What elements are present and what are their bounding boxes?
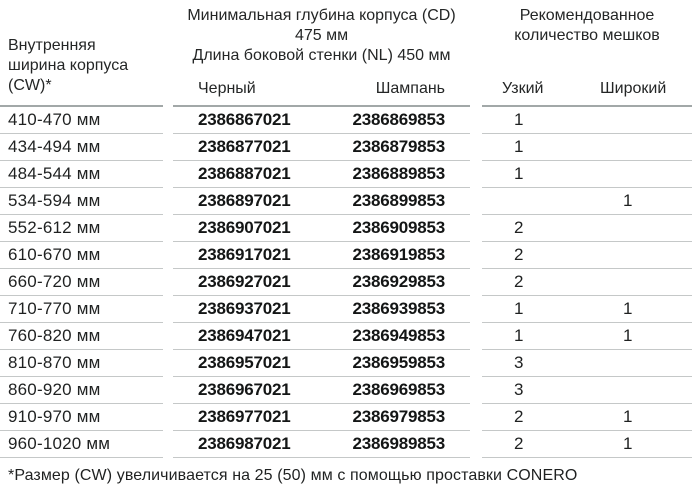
table-row	[0, 134, 692, 161]
column-gap	[163, 215, 173, 242]
wide-count-cell: 1	[587, 296, 692, 323]
column-gap	[470, 404, 482, 431]
cw-range-cell: 760-820 мм	[0, 323, 163, 350]
champagne-code-cell: 2386969853	[322, 377, 470, 404]
black-code-cell: 2386917021	[173, 242, 322, 269]
table-row	[0, 296, 692, 323]
cw-range-cell: 610-670 мм	[0, 242, 163, 269]
champagne-code-cell: 2386899853	[322, 188, 470, 215]
column-gap	[470, 431, 482, 458]
column-gap	[470, 188, 482, 215]
wide-count-cell	[587, 269, 692, 296]
narrow-count-cell: 1	[482, 107, 587, 134]
narrow-count-cell: 2	[482, 404, 587, 431]
black-code-cell: 2386897021	[173, 188, 322, 215]
wide-count-cell: 1	[587, 431, 692, 458]
column-gap	[470, 377, 482, 404]
wide-count-cell: 1	[587, 323, 692, 350]
table-row	[0, 350, 692, 377]
header-row-titles	[0, 0, 692, 66]
column-gap	[163, 134, 173, 161]
champagne-code-cell: 2386959853	[322, 350, 470, 377]
black-code-cell: 2386877021	[173, 134, 322, 161]
wide-count-cell: 1	[587, 404, 692, 431]
narrow-count-cell: 1	[482, 161, 587, 188]
champagne-code-cell: 2386989853	[322, 431, 470, 458]
champagne-code-cell: 2386979853	[322, 404, 470, 431]
column-gap	[163, 0, 173, 107]
champagne-code-cell: 2386889853	[322, 161, 470, 188]
subheader-narrow: Узкий	[482, 66, 587, 107]
black-code-cell: 2386887021	[173, 161, 322, 188]
wide-count-cell	[587, 134, 692, 161]
cw-range-cell: 410-470 мм	[0, 107, 163, 134]
dimensions-title-line2: Длина боковой стенки (NL) 450 мм	[192, 47, 451, 64]
footnote-text: *Размер (CW) увеличивается на 25 (50) мм с помощью проставки CONERO	[8, 467, 578, 484]
table-header	[0, 0, 692, 107]
column-gap	[470, 323, 482, 350]
column-gap	[163, 107, 173, 134]
table-row	[0, 377, 692, 404]
column-gap	[470, 0, 482, 107]
table-row	[0, 242, 692, 269]
column-gap	[470, 134, 482, 161]
column-gap	[470, 269, 482, 296]
narrow-count-cell: 2	[482, 269, 587, 296]
cw-range-cell: 710-770 мм	[0, 296, 163, 323]
column-gap	[470, 296, 482, 323]
subheader-wide: Широкий	[587, 66, 692, 107]
table-row	[0, 215, 692, 242]
narrow-count-cell: 1	[482, 296, 587, 323]
black-code-cell: 2386987021	[173, 431, 322, 458]
table-row	[0, 161, 692, 188]
narrow-count-cell: 3	[482, 377, 587, 404]
champagne-code-cell: 2386909853	[322, 215, 470, 242]
black-code-cell: 2386937021	[173, 296, 322, 323]
cw-range-cell: 860-920 мм	[0, 377, 163, 404]
black-code-cell: 2386957021	[173, 350, 322, 377]
column-gap	[470, 161, 482, 188]
column-gap	[470, 242, 482, 269]
champagne-code-cell: 2386869853	[322, 107, 470, 134]
dimensions-title-line1: Минимальная глубина корпуса (CD) 475 мм	[187, 7, 456, 44]
cw-range-cell: 552-612 мм	[0, 215, 163, 242]
subheader-black: Черный	[173, 66, 322, 107]
black-code-cell: 2386977021	[173, 404, 322, 431]
champagne-code-cell: 2386949853	[322, 323, 470, 350]
column-gap	[163, 350, 173, 377]
col-header-internal-width-label: Внутренняя ширина корпуса (CW)*	[8, 37, 129, 94]
group-header-dimensions	[173, 0, 470, 66]
cw-range-cell: 534-594 мм	[0, 188, 163, 215]
black-code-cell: 2386967021	[173, 377, 322, 404]
wide-count-cell: 1	[587, 188, 692, 215]
narrow-count-cell: 3	[482, 350, 587, 377]
narrow-count-cell: 1	[482, 134, 587, 161]
cw-range-cell: 434-494 мм	[0, 134, 163, 161]
group-header-bag-count	[482, 0, 692, 66]
narrow-count-cell: 2	[482, 431, 587, 458]
cw-range-cell: 484-544 мм	[0, 161, 163, 188]
table-body	[0, 107, 692, 458]
table-row	[0, 107, 692, 134]
cw-range-cell: 910-970 мм	[0, 404, 163, 431]
wide-count-cell	[587, 377, 692, 404]
table-row	[0, 188, 692, 215]
column-gap	[163, 404, 173, 431]
cw-range-cell: 660-720 мм	[0, 269, 163, 296]
bag-count-title-line1: Рекомендованное	[519, 7, 655, 24]
cw-range-cell: 960-1020 мм	[0, 431, 163, 458]
column-gap	[163, 431, 173, 458]
column-gap	[163, 296, 173, 323]
narrow-count-cell: 1	[482, 323, 587, 350]
champagne-code-cell: 2386929853	[322, 269, 470, 296]
champagne-code-cell: 2386879853	[322, 134, 470, 161]
column-gap	[163, 323, 173, 350]
wide-count-cell	[587, 161, 692, 188]
column-gap	[470, 215, 482, 242]
cw-range-cell: 810-870 мм	[0, 350, 163, 377]
column-gap	[163, 377, 173, 404]
narrow-count-cell: 2	[482, 215, 587, 242]
column-gap	[163, 161, 173, 188]
bag-count-title-line2: количество мешков	[514, 27, 660, 44]
column-gap	[163, 242, 173, 269]
black-code-cell: 2386907021	[173, 215, 322, 242]
champagne-code-cell: 2386919853	[322, 242, 470, 269]
black-code-cell: 2386927021	[173, 269, 322, 296]
black-code-cell: 2386947021	[173, 323, 322, 350]
wide-count-cell	[587, 350, 692, 377]
narrow-count-cell	[482, 188, 587, 215]
column-gap	[470, 350, 482, 377]
narrow-count-cell: 2	[482, 242, 587, 269]
black-code-cell: 2386867021	[173, 107, 322, 134]
wide-count-cell	[587, 107, 692, 134]
column-gap	[163, 188, 173, 215]
col-header-internal-width	[0, 0, 163, 107]
table-row	[0, 323, 692, 350]
table-row	[0, 269, 692, 296]
table-row	[0, 431, 692, 458]
column-gap	[163, 269, 173, 296]
champagne-code-cell: 2386939853	[322, 296, 470, 323]
wide-count-cell	[587, 215, 692, 242]
column-gap	[470, 107, 482, 134]
subheader-champagne: Шампань	[322, 66, 470, 107]
wide-count-cell	[587, 242, 692, 269]
table-row	[0, 404, 692, 431]
